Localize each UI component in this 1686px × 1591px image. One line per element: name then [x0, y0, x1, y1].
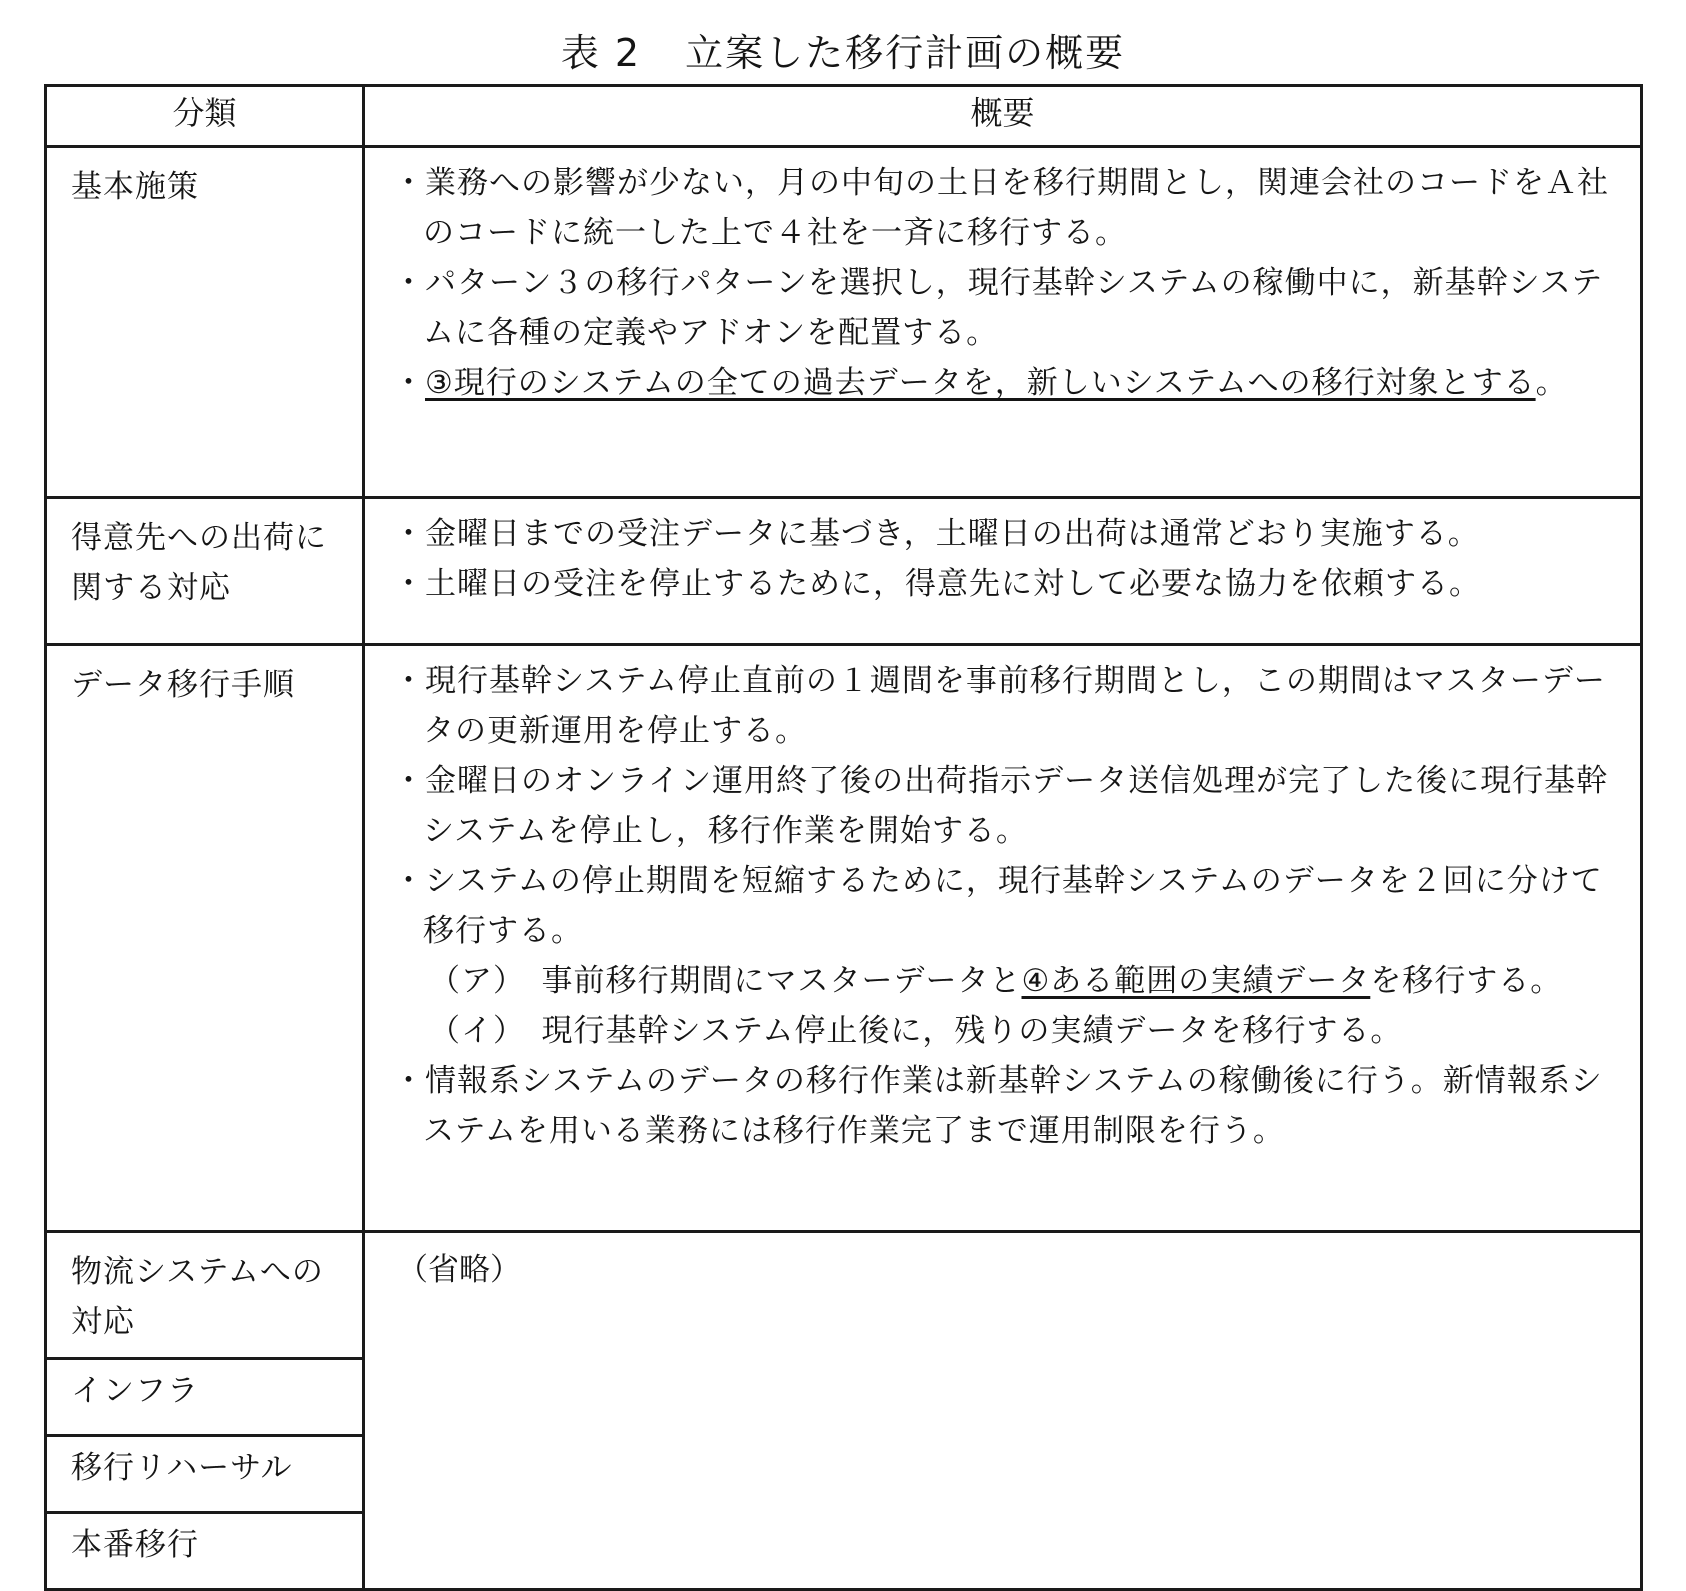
category-logistics: 物流システムへの対応 [46, 1232, 364, 1359]
table-title-number: 2 [614, 31, 642, 75]
summary-shipping [364, 498, 1642, 645]
summary-data-migration [364, 645, 1642, 1232]
bullet-item: ・業務への影響が少ない，月の中旬の土日を移行期間とし，関連会社のコードをＡ社のコードに統一した上で４社を一斉に移行する。 [393, 165, 1609, 251]
category-infra: インフラ [46, 1359, 364, 1436]
summary-basic-policy [364, 147, 1642, 498]
migration-plan-table [44, 84, 1643, 1591]
sub-item-a-suffix: を移行する。 [1370, 963, 1563, 999]
bullet-item-underlined [393, 358, 1624, 408]
sub-item-i: （イ） 現行基幹システム停止後に，残りの実績データを移行する。 [429, 1013, 1403, 1049]
bullet-item: ・土曜日の受注を停止するために，得意先に対して必要な協力を依頼する。 [393, 566, 1481, 602]
summary-omitted: （省略） [364, 1232, 1642, 1590]
sub-item-a-prefix: （ア） 事前移行期間にマスターデータと [429, 963, 1022, 999]
underlined-text-4: ④ある範囲の実績データ [1021, 963, 1371, 999]
category-rehearsal: 移行リハーサル [46, 1436, 364, 1513]
bullet-item: ・金曜日のオンライン運用終了後の出荷指示データ送信処理が完了した後に現行基幹システムを停止し，移行作業を開始する。 [393, 763, 1609, 849]
bullet-item: ・現行基幹システム停止直前の１週間を事前移行期間とし，この期間はマスターデータの更新運用を停止する。 [393, 663, 1606, 749]
bullet-item: ・情報系システムのデータの移行作業は新基幹システムの稼働後に行う。新情報系システムを用いる業務には移行作業完了まで運用制限を行う。 [393, 1063, 1603, 1149]
table-row-data-migration [46, 645, 1642, 1232]
underlined-text-3: ③現行のシステムの全ての過去データを，新しいシステムへの移行対象とする [425, 365, 1536, 401]
sub-item-a [393, 956, 1624, 1006]
table-row-shipping [46, 498, 1642, 645]
bullet-item: ・パターン３の移行パターンを選択し，現行基幹システムの稼働中に，新基幹システムに各種の定義やアドオンを配置する。 [393, 265, 1604, 351]
category-data-migration: データ移行手順 [46, 645, 364, 1232]
category-basic-policy: 基本施策 [46, 147, 364, 498]
category-cutover: 本番移行 [46, 1513, 364, 1590]
sentence-end: 。 [1535, 365, 1568, 401]
table-title [0, 22, 1686, 77]
bullet-item: ・システムの停止期間を短縮するために，現行基幹システムのデータを２回に分けて移行する。 [393, 863, 1603, 949]
table-title-text: 立案した移行計画の概要 [685, 31, 1126, 75]
category-shipping: 得意先への出荷に関する対応 [46, 498, 364, 645]
bullet-item: ・金曜日までの受注データに基づき，土曜日の出荷は通常どおり実施する。 [393, 516, 1480, 552]
bullet-marker: ・ [393, 365, 425, 401]
header-summary: 概要 [364, 86, 1642, 147]
table-row-logistics [46, 1232, 1642, 1359]
table-title-label: 表 [560, 31, 601, 75]
table-row-basic-policy [46, 147, 1642, 498]
header-category: 分類 [46, 86, 364, 147]
table-header-row [46, 86, 1642, 147]
